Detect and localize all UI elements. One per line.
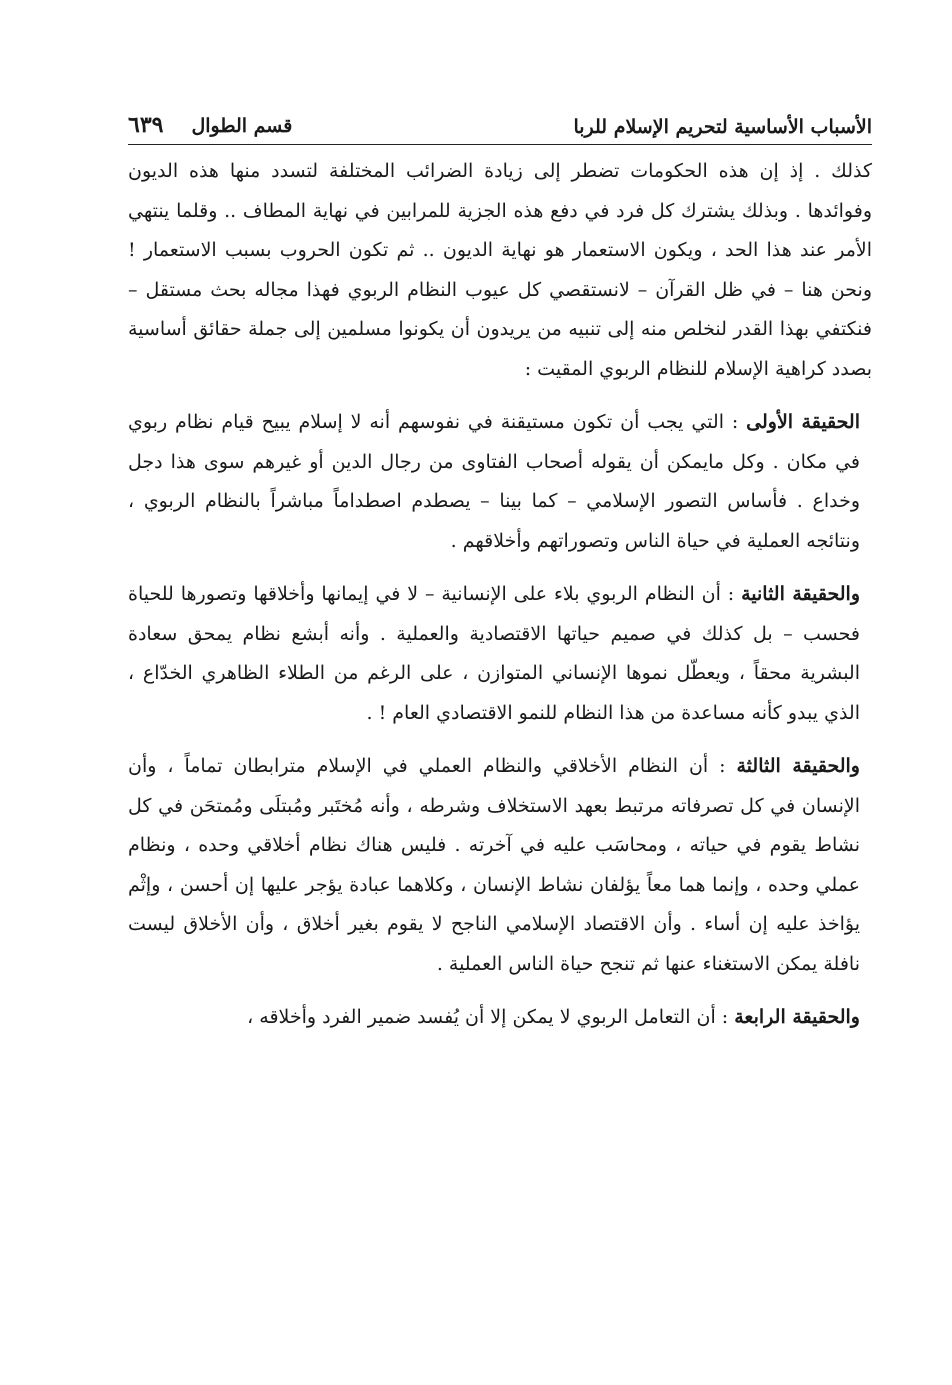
section-name: قسم الطوال [191,115,293,137]
paragraph-4-heading: والحقيقة الثالثة [736,755,860,777]
paragraph-3 [128,575,872,733]
paragraph-5 [128,998,872,1038]
paragraph-2-text: : التي يجب أن تكون مستيقنة في نفوسهم أنه لا إسلام يبيح قيام نظام ربوي في مكان . وكل مايمكن أن يقوله أصحاب الفتاوى من رجال الدين أو غيرهم سوى هذا دجل وخداع . فأساس التصور الإسلامي – كما بينا – يصطدم اصطداماً مباشراً بالنظام الربوي ، ونتائجه العملية في حياة الناس وتصوراتهم وأخلاقهم . [128,411,860,552]
paragraph-2 [128,403,872,561]
page-number: ٦٣٩ [128,112,164,138]
paragraph-4 [128,747,872,984]
paragraph-3-heading: والحقيقة الثانية [741,583,860,605]
paragraph-5-heading: والحقيقة الرابعة [734,1006,860,1028]
page-body [128,152,872,1052]
paragraph-3-text: : أن النظام الربوي بلاء على الإنسانية – لا في إيمانها وأخلاقها وتصورها للحياة فحسب – بل كذلك في صميم حياتها الاقتصادية والعملية . وأنه أبشع نظام يمحق سعادة البشرية محقاً ، ويعطّل نموها الإنساني المتوازن ، على الرغم من الطلاء الظاهري الخدّاع ، الذي يبدو كأنه مساعدة من هذا النظام للنمو الاقتصادي العام ! . [128,583,860,724]
paragraph-4-text: : أن النظام الأخلاقي والنظام العملي في الإسلام مترابطان تماماً ، وأن الإنسان في كل تصرفاته مرتبط بعهد الاستخلاف وشرطه ، وأنه مُختَبر ومُبتلَى ومُمتحَن في كل نشاط يقوم في حياته ، ومحاسَب عليه في آخرته . فليس هناك نظام أخلاقي وحده ، ونظام عملي وحده ، وإنما هما معاً يؤلفان نشاط الإنسان ، وكلاهما عبادة يؤجر عليها إن أحسن ، وإثْم يؤاخذ عليه إن أساء . وأن الاقتصاد الإسلامي الناجح لا يقوم بغير أخلاق ، وأن الأخلاق ليست نافلة يمكن الاستغناء عنها ثم تنجح حياة الناس العملية . [128,755,860,975]
paragraph-5-text: : أن التعامل الربوي لا يمكن إلا أن يُفسد ضمير الفرد وأخلاقه ، [247,1006,735,1028]
running-title: الأسباب الأساسية لتحريم الإسلام للربا [573,116,872,138]
running-header [128,98,872,145]
paragraph-1 [128,152,872,389]
paragraph-2-heading: الحقيقة الأولى [746,411,861,433]
header-left-group [128,112,292,138]
paragraph-1-text: كذلك . إذ إن هذه الحكومات تضطر إلى زيادة الضرائب المختلفة لتسدد منها هذه الديون وفوائدها . وبذلك يشترك كل فرد في دفع هذه الجزية للمرابين في نهاية المطاف .. وقلما ينتهي الأمر عند هذا الحد ، ويكون الاستعمار هو نهاية الديون .. ثم تكون الحروب بسبب الاستعمار ! ونحن هنا – في ظل القرآن – لانستقصي كل عيوب النظام الربوي فهذا مجاله بحث مستقل – فنكتفي بهذا القدر لنخلص منه إلى تنبيه من يريدون أن يكونوا مسلمين إلى جملة حقائق أساسية بصدد كراهية الإسلام للنظام الربوي المقيت : [128,160,872,380]
